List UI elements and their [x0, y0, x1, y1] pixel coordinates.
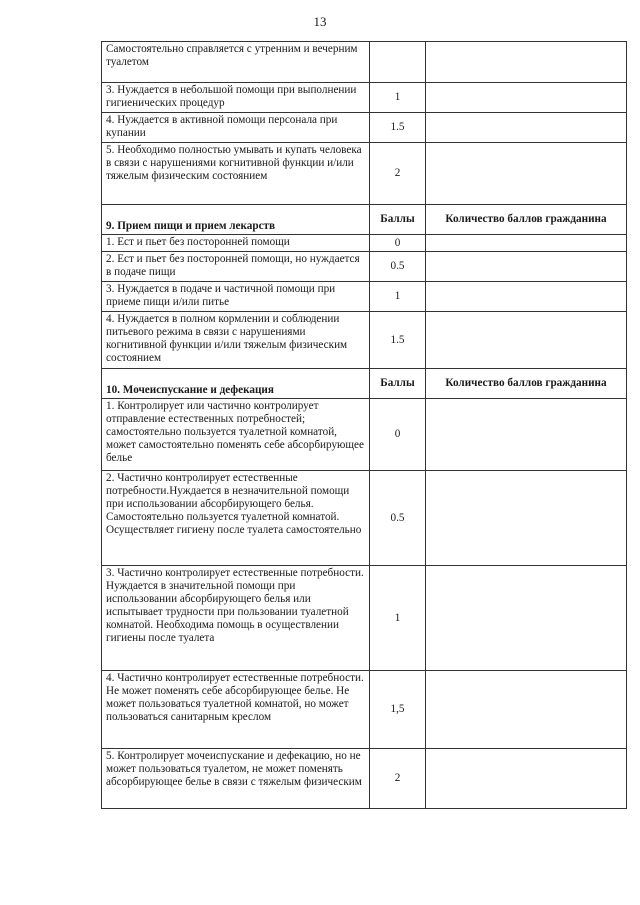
- table-row: [102, 113, 627, 143]
- criterion-text: 5. Контролирует мочеиспускание и дефекацию, но не может пользоваться туалетом, не может поменять абсорбирующее белье в связи с тяжелым физическим: [102, 749, 370, 809]
- score-column-header: Баллы: [370, 205, 426, 235]
- citizen-score-input-cell[interactable]: [426, 312, 627, 369]
- score-cell: 1.5: [370, 312, 426, 369]
- table-row: [102, 235, 627, 252]
- criterion-text: 4. Нуждается в активной помощи персонала при купании: [102, 113, 370, 143]
- score-cell: 0: [370, 235, 426, 252]
- criterion-text: 4. Нуждается в полном кормлении и соблюдении питьевого режима в связи с нарушениями когнитивной функции и/или тяжелым физическим состоянием: [102, 312, 370, 369]
- page-number: 13: [313, 14, 327, 29]
- score-cell: 1: [370, 83, 426, 113]
- citizen-score-input-cell[interactable]: [426, 83, 627, 113]
- table-row: [102, 282, 627, 312]
- table-row: [102, 252, 627, 282]
- criterion-text: 3. Частично контролирует естественные потребности. Нуждается в значительной помощи при использовании абсорбирующего белья или испытывает трудности при пользовании туалетной комнатой. Необходима помощь в осуществлении гигиены после туалета: [102, 566, 370, 671]
- table-row: [102, 42, 627, 83]
- table-row: [102, 671, 627, 749]
- citizen-score-input-cell[interactable]: [426, 143, 627, 205]
- score-cell: 1: [370, 282, 426, 312]
- criterion-text: 3. Нуждается в подаче и частичной помощи при приеме пищи и/или питье: [102, 282, 370, 312]
- citizen-score-column-header: Количество баллов гражданина: [426, 369, 627, 399]
- criterion-text: Самостоятельно справляется с утренним и вечерним туалетом: [102, 42, 370, 83]
- citizen-score-input-cell[interactable]: [426, 252, 627, 282]
- score-cell: [370, 42, 426, 83]
- score-cell: 0.5: [370, 252, 426, 282]
- score-cell: 1.5: [370, 113, 426, 143]
- citizen-score-input-cell[interactable]: [426, 671, 627, 749]
- table-row: [102, 566, 627, 671]
- criterion-text: 5. Необходимо полностью умывать и купать человека в связи с нарушениями когнитивной функции и/или тяжелым физическим состоянием: [102, 143, 370, 205]
- citizen-score-column-header: Количество баллов гражданина: [426, 205, 627, 235]
- criterion-text: 4. Частично контролирует естественные потребности. Не может поменять себе абсорбирующее белье. Не может пользоваться туалетной комнатой, но может пользоваться санитарным креслом: [102, 671, 370, 749]
- section-header-row: [102, 369, 627, 399]
- criterion-text: 2. Ест и пьет без посторонней помощи, но нуждается в подаче пищи: [102, 252, 370, 282]
- table-row: [102, 312, 627, 369]
- citizen-score-input-cell[interactable]: [426, 399, 627, 471]
- score-cell: 1,5: [370, 671, 426, 749]
- score-cell: 0: [370, 399, 426, 471]
- criterion-text: 1. Контролирует или частично контролирует отправление естественных потребностей; самостоятельно пользуется туалетной комнатой, может самостоятельно поменять себе абсорбирующее белье: [102, 399, 370, 471]
- citizen-score-input-cell[interactable]: [426, 749, 627, 809]
- criterion-text: 2. Частично контролирует естественные потребности.Нуждается в незначительной помощи при использовании абсорбирующего белья. Самостоятельно пользуется туалетной комнатой. Осуществляет гигиену после туалета самостоятельно: [102, 471, 370, 566]
- table-row: [102, 83, 627, 113]
- table-row: [102, 399, 627, 471]
- citizen-score-input-cell[interactable]: [426, 235, 627, 252]
- table-row: [102, 749, 627, 809]
- criterion-text: 3. Нуждается в небольшой помощи при выполнении гигиенических процедур: [102, 83, 370, 113]
- score-column-header: Баллы: [370, 369, 426, 399]
- section-title: 10. Мочеиспускание и дефекация: [102, 369, 370, 399]
- citizen-score-input-cell[interactable]: [426, 113, 627, 143]
- citizen-score-input-cell[interactable]: [426, 282, 627, 312]
- citizen-score-input-cell[interactable]: [426, 566, 627, 671]
- table-row: [102, 143, 627, 205]
- section-title: 9. Прием пищи и прием лекарств: [102, 205, 370, 235]
- score-cell: 2: [370, 749, 426, 809]
- section-header-row: [102, 205, 627, 235]
- citizen-score-input-cell[interactable]: [426, 42, 627, 83]
- score-cell: 0.5: [370, 471, 426, 566]
- table-row: [102, 471, 627, 566]
- score-cell: 2: [370, 143, 426, 205]
- criterion-text: 1. Ест и пьет без посторонней помощи: [102, 235, 370, 252]
- assessment-table: [101, 41, 627, 809]
- citizen-score-input-cell[interactable]: [426, 471, 627, 566]
- score-cell: 1: [370, 566, 426, 671]
